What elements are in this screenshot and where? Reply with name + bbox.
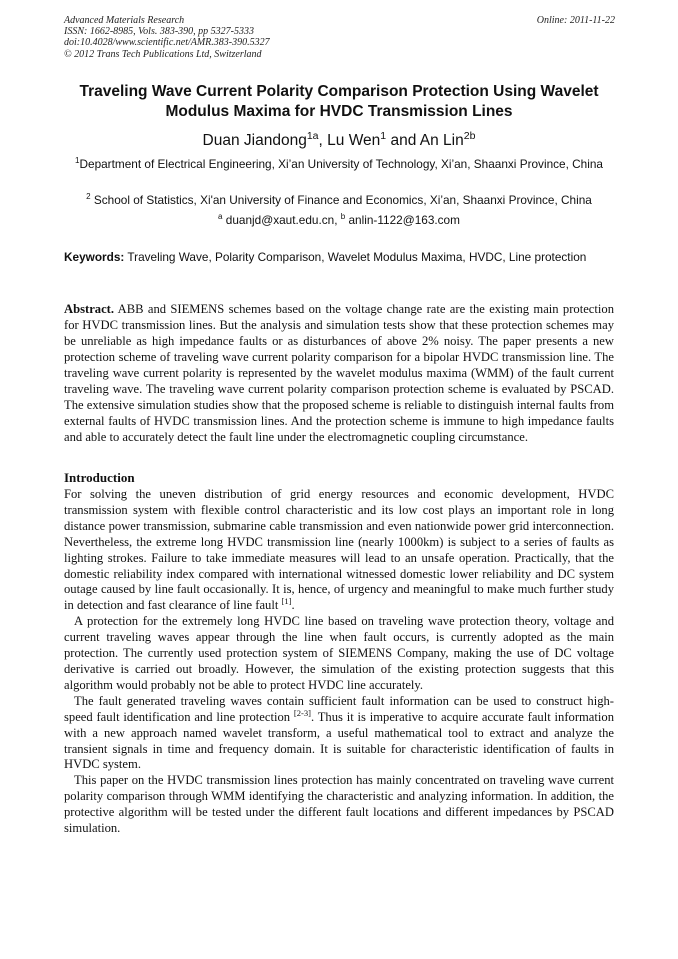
abstract-label: Abstract. bbox=[64, 302, 115, 316]
journal-name: Advanced Materials Research bbox=[64, 15, 185, 26]
abstract-section bbox=[64, 301, 614, 445]
email-text: duanjd@xaut.edu.cn, bbox=[222, 213, 341, 227]
paragraph: This paper on the HVDC transmission lines protection has mainly concentrated on traveling wave current polarity comparison through WMM identifying the characteristic and analyzing information. In addition, the protective algorithm will be tested under the different fault locations and different impedances by PSCAD simulation. bbox=[64, 773, 614, 836]
online-date: Online: 2011-11-22 bbox=[536, 15, 615, 26]
paragraph bbox=[64, 487, 614, 614]
paragraph-text: . Thus it is imperative to acquire accurate fault information with a new approach named wavelet transform, a useful mathematical tool to extract and analyze the transient signals in time and frequency domain. It is suitable for characteristic identification of faults in HVDC system. bbox=[64, 709, 614, 772]
abstract-text: ABB and SIEMENS schemes based on the voltage change rate are the existing main protection for HVDC transmission lines. But the analysis and simulation tests show that these protection schemes may be unreliable as high impedance faults or as disturbances of above 2% noisy. The paper presents a new protection scheme of traveling wave current polarity comparison for a bipolar HVDC transmission line. The traveling wave current polarity is represented by the wavelet modulus maxima (WMM) of the fault current traveling wave. The traveling wave current polarity comparison protection scheme is evaluated by PSCAD. The extensive simulation studies show that the proposed scheme is reliable to distinguish internal faults from external faults of HVDC transmission lines. And the protection scheme is immune to high impedance faults and able to accurately detect the fault line under the electromagnetic coupling circumstance. bbox=[64, 302, 614, 444]
affiliation-1 bbox=[64, 156, 614, 172]
author-separator: , bbox=[318, 132, 328, 149]
email-mark: b bbox=[340, 212, 346, 222]
author-affiliation-mark: 1a bbox=[306, 129, 319, 142]
issn-line: ISSN: 1662-8985, Vols. 383-390, pp 5327-5333 bbox=[64, 26, 254, 38]
author-list bbox=[48, 131, 630, 151]
author-emails bbox=[64, 212, 614, 228]
email-text: anlin-1122@163.com bbox=[345, 213, 460, 227]
paragraph-text: . bbox=[291, 598, 295, 613]
affiliation-2 bbox=[64, 192, 614, 208]
doi-line: doi:10.4028/www.scientific.net/AMR.383-390.5327 bbox=[64, 37, 270, 49]
citation-ref: [1] bbox=[281, 596, 292, 607]
introduction-body bbox=[64, 487, 614, 837]
copyright-line: © 2012 Trans Tech Publications Ltd, Switzerland bbox=[64, 48, 262, 60]
keywords-text: Traveling Wave, Polarity Comparison, Wavelet Modulus Maxima, HVDC, Line protection bbox=[124, 250, 587, 264]
affiliation-text: School of Statistics, Xi'an University of Finance and Economics, Xi’an, Shaanxi Province, China bbox=[90, 193, 592, 207]
affiliation-mark: 1 bbox=[75, 156, 80, 166]
paragraph-text: For solving the uneven distribution of grid energy resources and economic development, HVDC transmission system with flexible control characteristic and its low cost plays an important role in long distance power transmission, submarine cable transmission and even nationwide power grid interconnection. Nevertheless, the extreme long HVDC transmission line (nearly 1000km) is subject to a series of faults as lighting strokes. Failure to take immediate measures will lead to an unsafe operation. Practically, that the domestic reliability index compared with international witnessed domestic lower reliability and DC system outage caused by line fault occasionally. It is, hence, of urgency and meaningful to make much further study in detection and fast clearance of line fault bbox=[64, 487, 614, 613]
journal-header bbox=[64, 15, 270, 60]
paragraph bbox=[64, 694, 614, 774]
paper-title: Traveling Wave Current Polarity Comparison Protection Using Wavelet Modulus Maxima for HVDC Transmission Lines bbox=[79, 83, 599, 120]
keywords-label: Keywords: bbox=[64, 250, 125, 264]
section-heading-introduction: Introduction bbox=[64, 470, 135, 485]
author-affiliation-mark: 2b bbox=[463, 129, 476, 142]
author-affiliation-mark: 1 bbox=[380, 129, 387, 142]
paragraph-text: The fault generated traveling waves contain sufficient fault information can be used to construct high-speed fault identification and line protection bbox=[64, 693, 614, 724]
author-separator: and bbox=[386, 132, 420, 149]
email-mark: a bbox=[218, 212, 223, 222]
citation-ref: [2-3] bbox=[293, 707, 311, 718]
author-name: An Lin bbox=[419, 132, 464, 149]
affiliation-mark: 2 bbox=[86, 192, 91, 202]
author-name: Lu Wen bbox=[327, 132, 381, 149]
keywords-section bbox=[64, 250, 614, 265]
paragraph: A protection for the extremely long HVDC line based on traveling wave protection theory, voltage and current traveling waves appear through the line when fault occurs, is currently adopted as the main protection. The currently used protection system of SIEMENS Company, making the use of DC voltage derivative is carried out broadly. However, the simulation of the existing protection suggests that this algorithm would probably not be able to protect HVDC line accurately. bbox=[64, 614, 614, 692]
author-name: Duan Jiandong bbox=[202, 132, 307, 149]
affiliation-text: Department of Electrical Engineering, Xi’an University of Technology, Xi’an, Shaanxi Province, China bbox=[79, 157, 603, 171]
